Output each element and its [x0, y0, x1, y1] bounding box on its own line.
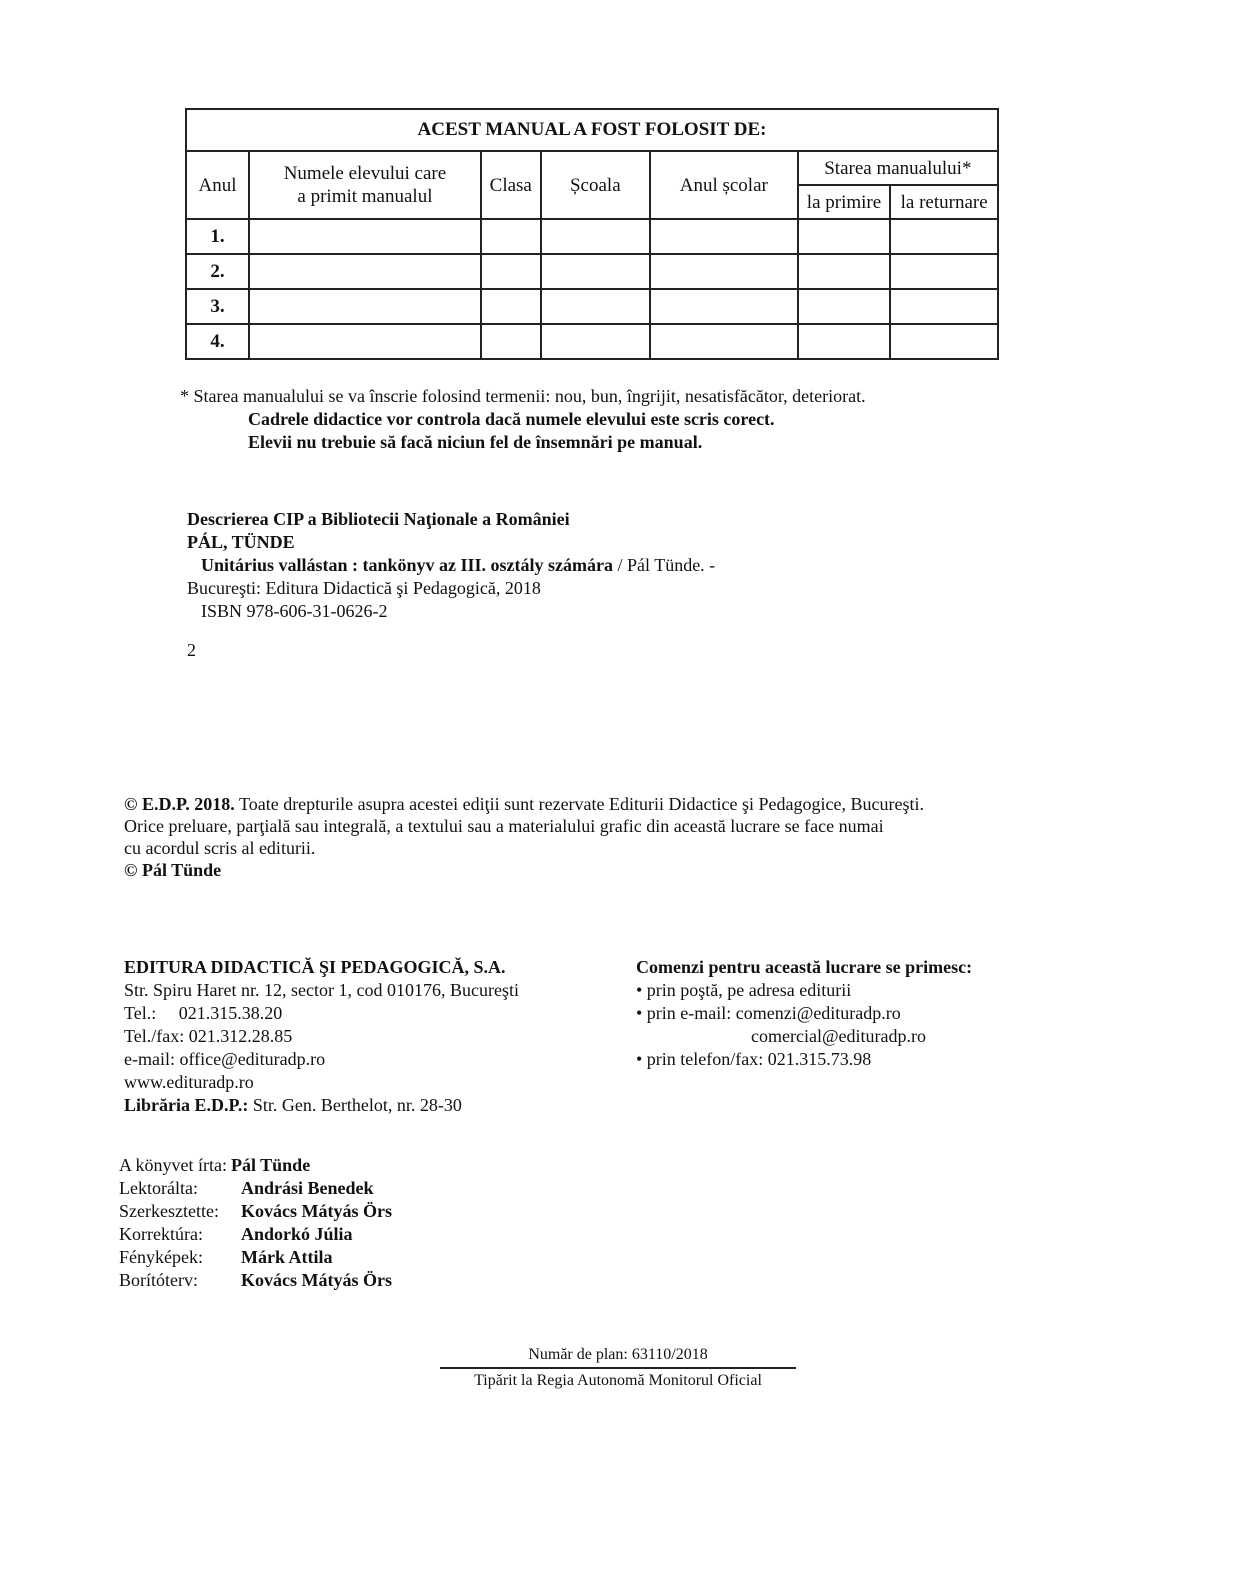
credit-label: Szerkesztette: [119, 1201, 219, 1221]
cell-school[interactable] [541, 324, 650, 359]
cell-class[interactable] [481, 289, 541, 324]
cell-state-receive[interactable] [798, 219, 891, 254]
row-number: 1. [186, 219, 249, 254]
credit-row [119, 1200, 392, 1223]
note-line-1: * Starea manualului se va înscrie folosind termenii: nou, bun, îngrijit, nesatisfăcător, deteriorat. [180, 386, 866, 406]
credit-value: Márk Attila [241, 1247, 333, 1267]
publisher-telfax: Tel./fax: 021.312.28.85 [124, 1026, 293, 1046]
header-la-returnare: la returnare [890, 185, 998, 219]
cell-class[interactable] [481, 219, 541, 254]
cell-year[interactable] [650, 289, 798, 324]
header-anul: Anul [186, 151, 249, 219]
cip-heading: Descrierea CIP a Bibliotecii Naţionale a României [187, 509, 570, 529]
cell-state-return[interactable] [890, 324, 998, 359]
credit-label: A könyvet írta: [119, 1155, 227, 1175]
cip-isbn: ISBN 978-606-31-0626-2 [201, 601, 388, 621]
copyright-bold: © E.D.P. 2018. [124, 794, 235, 814]
cell-year[interactable] [650, 324, 798, 359]
credit-value: Andrási Benedek [241, 1178, 374, 1198]
cell-state-return[interactable] [890, 289, 998, 324]
publisher-name: EDITURA DIDACTICĂ ŞI PEDAGOGICĂ, S.A. [124, 957, 506, 977]
page-number: 2 [187, 640, 196, 660]
orders-block [636, 956, 972, 1071]
credit-label: Borítóterv: [119, 1270, 198, 1290]
cell-school[interactable] [541, 289, 650, 324]
publisher-website[interactable]: www.edituradp.ro [124, 1072, 254, 1092]
libraria-address: Str. Gen. Berthelot, nr. 28-30 [248, 1095, 462, 1115]
cell-name[interactable] [249, 219, 481, 254]
row-number: 2. [186, 254, 249, 289]
table-row [186, 324, 998, 359]
cell-year[interactable] [650, 254, 798, 289]
plan-block [440, 1346, 796, 1390]
usage-note [180, 385, 866, 454]
credit-row [119, 1269, 392, 1292]
cip-publisher: Bucureşti: Editura Didactică şi Pedagogică, 2018 [187, 578, 541, 598]
credit-value: Kovács Mátyás Örs [241, 1201, 392, 1221]
copyright-author: © Pál Tünde [124, 860, 222, 880]
cell-state-receive[interactable] [798, 254, 891, 289]
copyright-line-1 [124, 793, 924, 815]
credits-block [119, 1154, 392, 1292]
publisher-email[interactable]: e-mail: office@edituradp.ro [124, 1049, 326, 1069]
publisher-tel: Tel.: 021.315.38.20 [124, 1003, 283, 1023]
table-row [186, 289, 998, 324]
header-anul-scolar: Anul școlar [650, 151, 798, 219]
publisher-address: Str. Spiru Haret nr. 12, sector 1, cod 010176, Bucureşti [124, 980, 519, 1000]
cip-title-rest: / Pál Tünde. - [613, 555, 716, 575]
cell-school[interactable] [541, 254, 650, 289]
table-row [186, 254, 998, 289]
libraria-label: Librăria E.D.P.: [124, 1095, 249, 1115]
copyright-line-3: cu acordul scris al editurii. [124, 838, 316, 858]
orders-email-2[interactable]: comercial@edituradp.ro [751, 1026, 926, 1046]
credit-label: Fényképek: [119, 1247, 203, 1267]
cell-class[interactable] [481, 254, 541, 289]
credit-row [119, 1246, 392, 1269]
cell-name[interactable] [249, 254, 481, 289]
orders-phone: • prin telefon/fax: 021.315.73.98 [636, 1049, 872, 1069]
note-line-3: Elevii nu trebuie să facă niciun fel de însemnări pe manual. [248, 432, 703, 452]
header-numele: Numele elevului care a primit manualul [249, 151, 481, 219]
credit-row [119, 1154, 392, 1177]
credit-value: Andorkó Júlia [241, 1224, 353, 1244]
credit-value: Pál Tünde [230, 1155, 311, 1175]
cell-state-receive[interactable] [798, 324, 891, 359]
row-number: 4. [186, 324, 249, 359]
note-line-2: Cadrele didactice vor controla dacă numele elevului este scris corect. [248, 409, 775, 429]
orders-email-1[interactable]: • prin e-mail: comenzi@edituradp.ro [636, 1003, 901, 1023]
publisher-libraria [124, 1094, 519, 1117]
copyright-block [124, 793, 924, 881]
header-clasa: Clasa [481, 151, 541, 219]
row-number: 3. [186, 289, 249, 324]
cip-description [187, 508, 715, 623]
table-title: ACEST MANUAL A FOST FOLOSIT DE: [186, 109, 998, 151]
plan-printer: Tipărit la Regia Autonomă Monitorul Oficial [474, 1372, 762, 1389]
cell-class[interactable] [481, 324, 541, 359]
header-la-primire: la primire [798, 185, 891, 219]
cell-name[interactable] [249, 324, 481, 359]
copyright-rest: Toate drepturile asupra acestei ediţii sunt rezervate Editurii Didactice şi Pedagogice, Bucureşti. [234, 794, 924, 814]
cip-author: PÁL, TÜNDE [187, 532, 295, 552]
header-starea: Starea manualului* [798, 151, 998, 185]
orders-heading: Comenzi pentru această lucrare se primesc: [636, 957, 973, 977]
credit-row [119, 1223, 392, 1246]
orders-post: • prin poştă, pe adresa editurii [636, 980, 852, 1000]
header-scoala: Școala [541, 151, 650, 219]
credit-value: Kovács Mátyás Örs [241, 1270, 392, 1290]
plan-number: Număr de plan: 63110/2018 [528, 1346, 708, 1363]
cell-state-return[interactable] [890, 254, 998, 289]
cell-year[interactable] [650, 219, 798, 254]
table-row [186, 219, 998, 254]
cell-state-return[interactable] [890, 219, 998, 254]
cell-school[interactable] [541, 219, 650, 254]
cell-state-receive[interactable] [798, 289, 891, 324]
credit-row [119, 1177, 392, 1200]
copyright-line-2: Orice preluare, parţială sau integrală, a textului sau a materialului grafic din această lucrare se face numai [124, 816, 884, 836]
publisher-block [124, 956, 519, 1117]
cell-name[interactable] [249, 289, 481, 324]
credit-label: Korrektúra: [119, 1224, 203, 1244]
cip-title [187, 554, 715, 577]
credit-label: Lektorálta: [119, 1178, 198, 1198]
cip-title-bold: Unitárius vallástan : tankönyv az III. osztály számára [201, 555, 614, 575]
usage-table [185, 108, 999, 360]
